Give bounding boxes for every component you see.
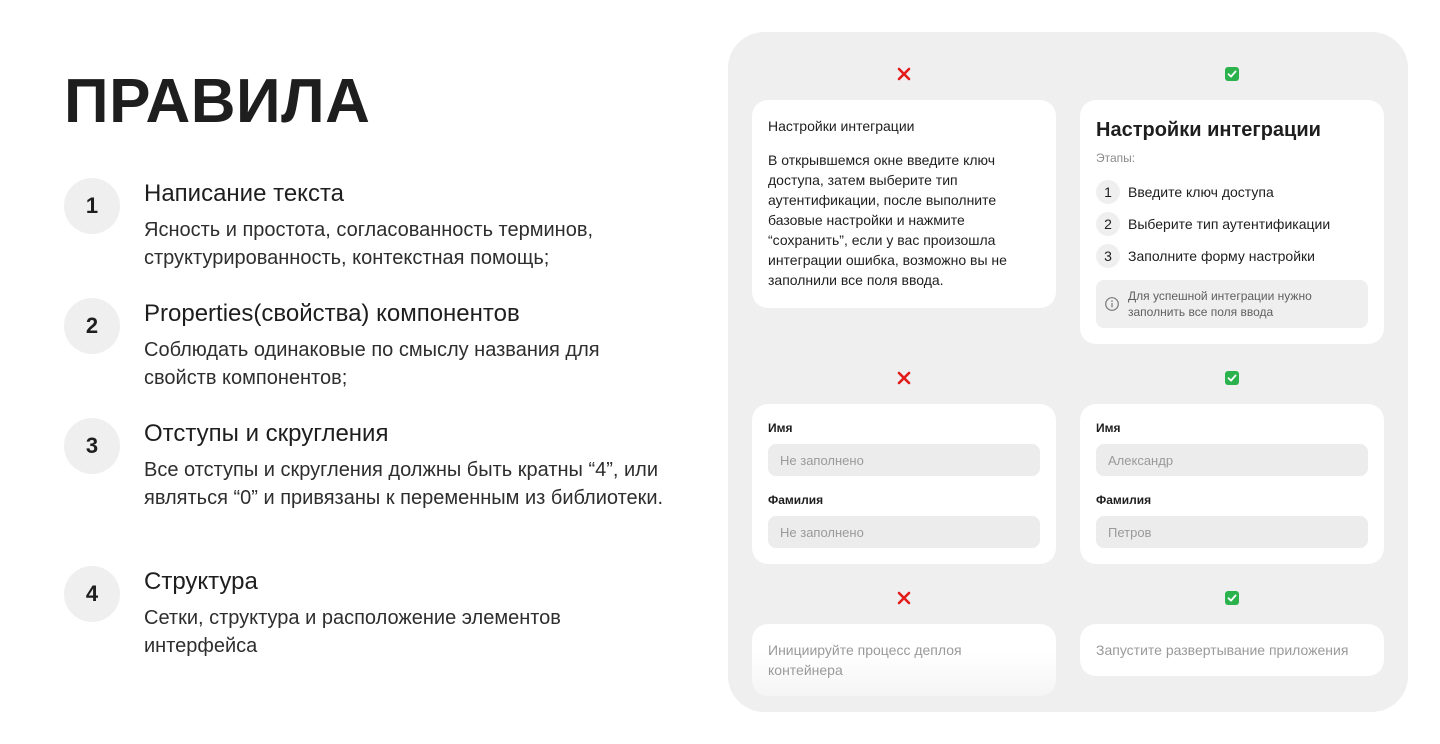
cross-icon <box>896 66 912 82</box>
card-body-text: В открывшемся окне введите ключ доступа, затем выберите тип аутентификации, после выполните базовые настройки и нажмите “сохранить”, если у вас произошла интеграции ошибка, возможно вы не заполнили все поля ввода. <box>768 152 1007 288</box>
first-name-field[interactable]: Не заполнено <box>768 444 1040 476</box>
rule-description: Сетки, структура и расположение элементов интерфейса <box>144 607 561 657</box>
last-name-label: Фамилия <box>768 493 824 507</box>
bad-text-example-card <box>752 100 1056 308</box>
good-action-example-card[interactable] <box>1080 624 1384 676</box>
rule-description: Соблюдать одинаковые по смыслу названия для свойств компонентов; <box>144 339 600 389</box>
step-item <box>1096 244 1315 268</box>
check-icon <box>1225 591 1239 605</box>
last-name-field[interactable]: Не заполнено <box>768 516 1040 548</box>
good-form-example-card <box>1080 404 1384 564</box>
card-title: Настройки интеграции <box>768 118 915 134</box>
step-item <box>1096 180 1274 204</box>
rule-number-badge: 1 <box>64 178 120 234</box>
rule-title: Отступы и скругления <box>144 420 389 447</box>
rule-description: Ясность и простота, согласованность терминов, структурированность, контекстная помощь; <box>144 219 594 269</box>
first-name-label: Имя <box>1096 421 1121 435</box>
info-note-text: Для успешной интеграции нужно заполнить все поля ввода <box>1128 289 1312 319</box>
info-note <box>1096 280 1368 328</box>
bad-action-example-card[interactable] <box>752 624 1056 696</box>
check-icon <box>1225 67 1239 81</box>
steps-subtitle: Этапы: <box>1096 151 1136 165</box>
check-icon <box>1225 371 1239 385</box>
step-text: Введите ключ доступа <box>1128 184 1274 200</box>
cross-icon <box>896 370 912 386</box>
rule-number-badge: 2 <box>64 298 120 354</box>
cross-icon <box>896 590 912 606</box>
rule-title: Properties(свойства) компонентов <box>144 300 520 327</box>
good-text-example-card <box>1080 100 1384 344</box>
examples-panel <box>728 32 1408 712</box>
first-name-label: Имя <box>768 421 793 435</box>
card-title: Настройки интеграции <box>1096 119 1321 141</box>
rule-title: Написание текста <box>144 180 345 207</box>
rule-number-badge: 4 <box>64 566 120 622</box>
step-number: 2 <box>1096 212 1120 236</box>
step-text: Заполните форму настройки <box>1128 248 1315 264</box>
rule-description: Все отступы и скругления должны быть кратны “4”, или являться “0” и привязаны к переменным из библиотеки. <box>144 459 664 509</box>
step-number: 3 <box>1096 244 1120 268</box>
bad-form-example-card <box>752 404 1056 564</box>
info-icon <box>1104 296 1120 312</box>
rule-number-badge: 3 <box>64 418 120 474</box>
step-text: Выберите тип аутентификации <box>1128 216 1331 232</box>
action-text: Инициируйте процесс деплоя контейнера <box>768 642 962 678</box>
step-item <box>1096 212 1330 236</box>
step-number: 1 <box>1096 180 1120 204</box>
last-name-label: Фамилия <box>1096 493 1152 507</box>
rule-title: Структура <box>144 568 258 595</box>
last-name-field[interactable]: Петров <box>1096 516 1368 548</box>
page-title: ПРАВИЛА <box>64 67 371 136</box>
action-text: Запустите развертывание приложения <box>1096 642 1349 658</box>
first-name-field[interactable]: Александр <box>1096 444 1368 476</box>
